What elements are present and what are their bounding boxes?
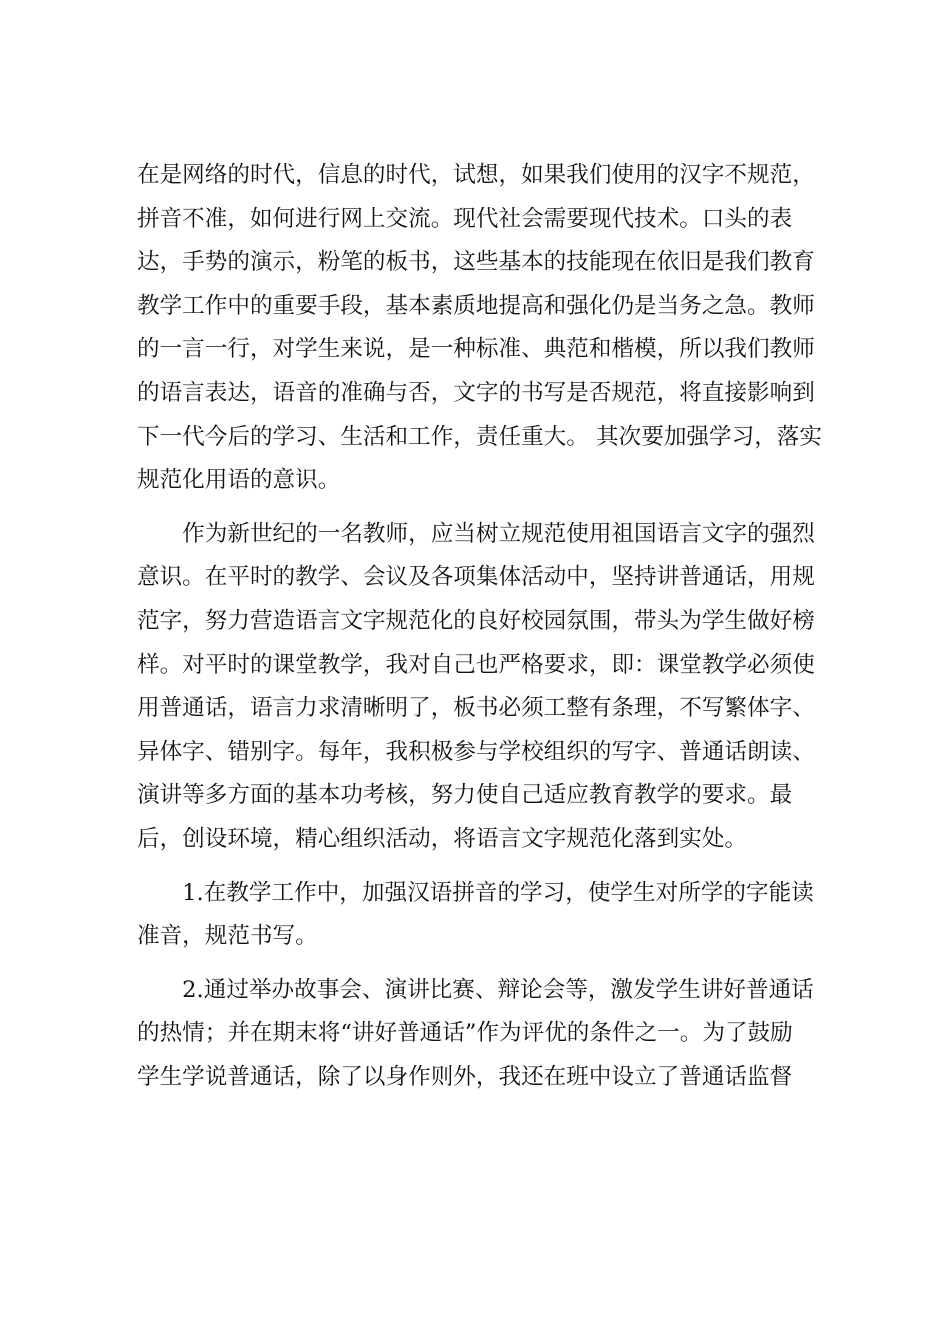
text-line: 样。对平时的课堂教学，我对自己也严格要求，即：课堂教学必须使 bbox=[137, 651, 815, 678]
text-line: 下一代今后的学习、生活和工作，责任重大。 其次要加强学习，落实 bbox=[137, 423, 822, 450]
text-line: 意识。在平时的教学、会议及各项集体活动中，坚持讲普通话，用规 bbox=[137, 564, 815, 591]
text-line: 1.在教学工作中，加强汉语拼音的学习，使学生对所学的字能读 bbox=[137, 879, 814, 906]
text-line: 用普通话，语言力求清晰明了，板书必须工整有条理，不写繁体字、 bbox=[137, 695, 815, 722]
text-line: 演讲等多方面的基本功考核，努力使自己适应教育教学的要求。最 bbox=[137, 782, 793, 809]
text-line: 在是网络的时代，信息的时代，试想，如果我们使用的汉字不规范， bbox=[137, 162, 815, 188]
text-line: 达，手势的演示，粉笔的板书，这些基本的技能现在依旧是我们教育 bbox=[137, 249, 815, 276]
paragraph-spacer bbox=[137, 503, 825, 513]
paragraph-3 bbox=[137, 872, 825, 959]
text-line: 2.通过举办故事会、演讲比赛、辩论会等，激发学生讲好普通话 bbox=[137, 976, 814, 1003]
text-line: 拼音不准，如何进行网上交流。现代社会需要现代技术。口头的表 bbox=[137, 205, 793, 232]
body-text bbox=[137, 154, 825, 1099]
text-line: 学生学说普通话，除了以身作则外，我还在班中设立了普通话监督 bbox=[137, 1063, 793, 1090]
text-line: 规范化用语的意识。 bbox=[137, 467, 341, 494]
text-line: 教学工作中的重要手段，基本素质地提高和强化仍是当务之急。教师 bbox=[137, 292, 815, 319]
text-line: 异体字、错别字。每年，我积极参与学校组织的写字、普通话朗读、 bbox=[137, 738, 815, 765]
paragraph-spacer bbox=[137, 862, 825, 872]
text-line: 的一言一行，对学生来说，是一种标准、典范和楷模，所以我们教师 bbox=[137, 336, 815, 363]
text-line: 范字，努力营造语言文字规范化的良好校园氛围，带头为学生做好榜 bbox=[137, 607, 815, 634]
paragraph-spacer bbox=[137, 959, 825, 969]
text-line: 的热情；并在期末将“讲好普通话”作为评优的条件之一。为了鼓励 bbox=[137, 1020, 793, 1047]
paragraph-4 bbox=[137, 969, 825, 1100]
paragraph-1 bbox=[137, 154, 825, 503]
text-line: 后，创设环境，精心组织活动，将语言文字规范化落到实处。 bbox=[137, 825, 748, 852]
text-line: 准音，规范书写。 bbox=[137, 923, 318, 950]
paragraph-2 bbox=[137, 513, 825, 862]
text-line: 的语言表达，语音的准确与否，文字的书写是否规范，将直接影响到 bbox=[137, 379, 815, 406]
text-line: 作为新世纪的一名教师，应当树立规范使用祖国语言文字的强烈 bbox=[137, 520, 815, 547]
